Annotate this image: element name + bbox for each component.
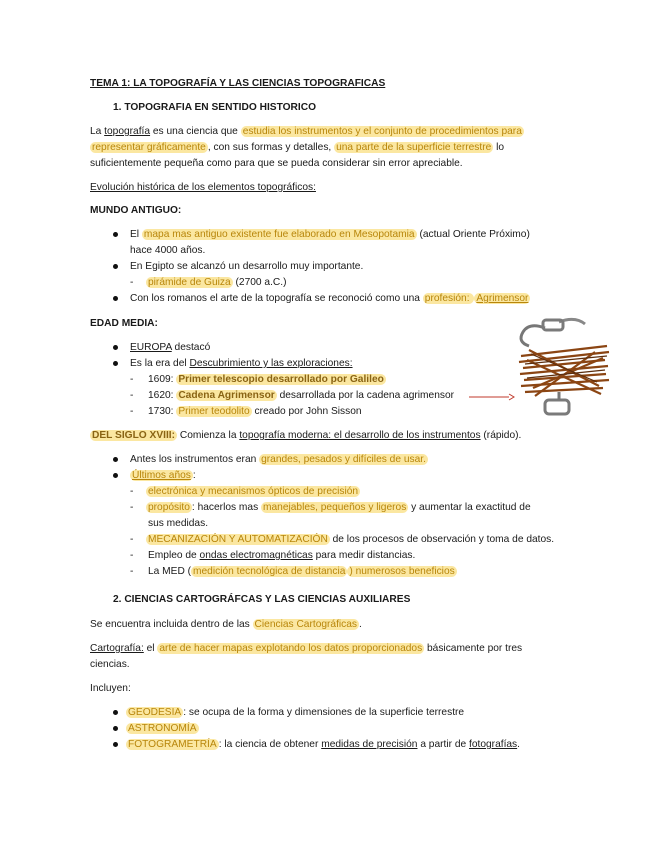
dash-icon: - [130,277,134,288]
em-item-2: Es la era del Descubrimiento y las exploraciones: [130,358,353,369]
bullet-icon [113,473,118,478]
fotogrametria-item: FOTOGRAMETRÍA : la ciencia de obtener medidas de precisión a partir de fotografías. [128,739,520,750]
astronomia-item: ASTRONOMÍA [128,723,197,734]
s2-line-2: Cartografía: el arte de hacer mapas explotando los datos proporcionados básicamente por tres [90,643,523,654]
bullet-icon [113,710,118,715]
ant-item-2: Últimos años : [132,470,196,481]
ant-item-1: Antes los instrumentos eran grandes, pesados y difíciles de usar. [130,454,426,465]
siglo-xviii-line: DEL SIGLO XVIII: Comienza la topografía moderna: el desarrollo de los instrumentos (rápido). [92,430,522,441]
surveyor-chain-image [515,316,613,420]
dash-icon: - [130,502,134,513]
ant-sub-2-cont: sus medidas. [148,518,209,529]
em-1730: 1730: Primer teodolito creado por John Sisson [148,406,362,417]
ant-sub-1: electrónica y mecanismos ópticos de precisión [148,486,359,497]
red-arrow-icon [469,392,515,402]
em-1620: 1620: Cadena Agrimensor desarrollada por la cadena agrimensor [148,390,455,401]
bullet-icon [113,457,118,462]
dash-icon: - [130,486,134,497]
bullet-icon [113,361,118,366]
intro-line-2: representar gráficamente , con sus formas y detalles, una parte de la superficie terrestre lo [92,142,505,153]
edad-media-heading: EDAD MEDIA: [90,318,158,329]
s2-line-1: Se encuentra incluida dentro de las Ciencias Cartográficas . [90,619,362,630]
ma-item-2-sub: pirámide de Guiza (2700 a.C.) [148,277,287,288]
ant-sub-4: Empleo de ondas electromagnéticas para medir distancias. [148,550,416,561]
ant-sub-2: propósito : hacerlos mas manejables, pequeños y ligeros y aumentar la exactitud de [148,502,531,513]
s2-line-3: ciencias. [90,659,130,670]
ma-item-1: El mapa mas antiguo existente fue elaborado en Mesopotamia (actual Oriente Próximo) [130,229,530,240]
bullet-icon [113,296,118,301]
incluyen-label: Incluyen: [90,683,131,694]
bullet-icon [113,726,118,731]
dash-icon: - [130,550,134,561]
intro-line-3: suficientemente pequeña como para que se pueda considerar sin error apreciable. [90,158,463,169]
bullet-icon [113,742,118,747]
bullet-icon [113,232,118,237]
ant-sub-3: MECANIZACIÓN Y AUTOMATIZACIÓN de los procesos de observación y toma de datos. [148,534,555,545]
geodesia-item: GEODESIA : se ocupa de la forma y dimensiones de la superficie terrestre [128,707,465,718]
dash-icon: - [130,406,134,417]
section-2-heading: 2. CIENCIAS CARTOGRÁFCAS Y LAS CIENCIAS AUXILIARES [113,594,411,605]
intro-line-1: La topografía es una ciencia que estudia los instrumentos y el conjunto de procedimientos para [90,126,522,137]
ma-item-1-cont: hace 4000 años. [130,245,206,256]
ma-item-3: Con los romanos el arte de la topografía se reconoció como una profesión: Agrimensor [130,293,529,304]
evolucion-heading: Evolución histórica de los elementos topográficos: [90,182,316,193]
dash-icon: - [130,534,134,545]
dash-icon: - [130,374,134,385]
dash-icon: - [130,390,134,401]
bullet-icon [113,264,118,269]
dash-icon: - [130,566,134,577]
document-title: TEMA 1: LA TOPOGRAFÍA Y LAS CIENCIAS TOPOGRAFICAS [90,78,386,89]
mundo-antiguo-heading: MUNDO ANTIGUO: [90,205,182,216]
section-1-heading: 1. TOPOGRAFIA EN SENTIDO HISTORICO [113,102,317,113]
em-1609: 1609: Primer telescopio desarrollado por Galileo [148,374,384,385]
em-item-1: EUROPA destacó [130,342,211,353]
bullet-icon [113,345,118,350]
ma-item-2: En Egipto se alcanzó un desarrollo muy importante. [130,261,364,272]
ant-sub-5: La MED ( medición tecnológica de distancia ) numerosos beneficios [148,566,455,577]
